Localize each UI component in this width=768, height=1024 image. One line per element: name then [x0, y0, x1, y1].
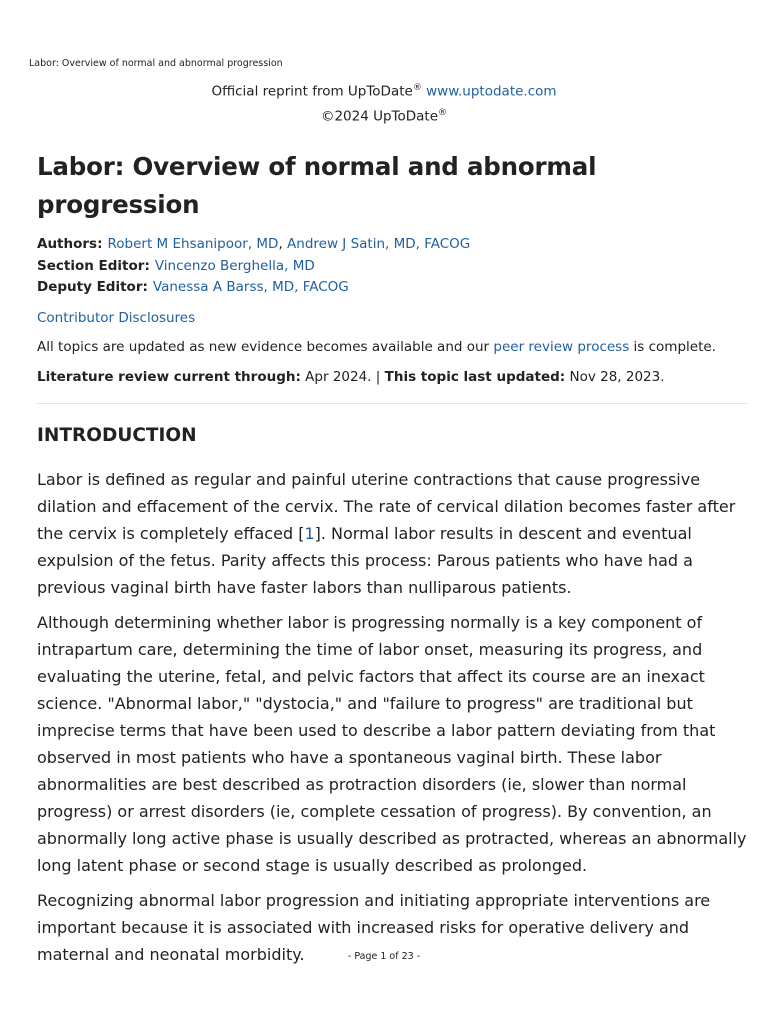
deputy-editor-row — [37, 277, 747, 299]
copyright-text: ©2024 UpToDate — [320, 108, 439, 124]
disclosures-row — [37, 308, 747, 329]
intro-p1-text: Labor is defined as regular and painful uterine contractions that cause progressive dilation and effacement of the cervix. The rate of cervical dilation becomes faster after the cervix is completely effaced [ — [37, 469, 736, 543]
author-separator: , — [278, 236, 288, 252]
topic-content — [37, 148, 747, 968]
section-editor-label: Section Editor: — [37, 257, 150, 274]
last-updated-value: Nov 28, 2023. — [565, 368, 665, 385]
uptodate-url-link[interactable]: www.uptodate.com — [426, 83, 557, 100]
section-editor-row — [37, 256, 747, 278]
author-link[interactable]: Andrew J Satin, MD, FACOG — [287, 236, 471, 252]
author-block — [37, 234, 747, 299]
update-note-suffix: is complete. — [629, 338, 716, 355]
page-footer: - Page 1 of 23 - — [347, 951, 421, 962]
introduction-heading: INTRODUCTION — [37, 424, 197, 446]
peer-review-link[interactable]: peer review process — [493, 338, 630, 355]
section-editor-link[interactable]: Vincenzo Berghella, MD — [154, 257, 315, 274]
intro-paragraph-2: Although determining whether labor is progressing normally is a key component of intrapartum care, determining the time of labor onset, measuring its progress, and evaluating the uterine, fetal, and pelvic factors that affect its course are an inexact science. "Abnormal labor," "dystocia," and "failure to progress" are traditional but imprecise terms that have been used to describe a labor pattern deviating from that observed in most patients who have a spontaneous vaginal birth. These labor abnormalities are best described as protraction disorders (ie, slower than normal progress) or arrest disorders (ie, complete cessation of progress). By convention, an abnormally long active phase is usually described as protracted, whereas an abnormally long latent phase or second stage is usually described as prolonged. — [37, 612, 747, 875]
deputy-editor-label: Deputy Editor: — [37, 279, 148, 295]
review-dates — [37, 367, 747, 388]
introduction-body — [37, 466, 747, 968]
last-updated-label: This topic last updated: — [384, 368, 566, 385]
intro-paragraph-1 — [37, 466, 747, 601]
lit-review-label: Literature review current through: — [37, 368, 301, 385]
intro-paragraph-3: Recognizing abnormal labor progression and initiating appropriate interventions are important because it is associated with increased risks for operative delivery and maternal and neonatal morbidity. — [37, 890, 711, 964]
reprint-line-1 — [0, 78, 768, 103]
intro-p1-text-cont: ]. Normal labor results in descent and eventual expulsion of the fetus. Parity affects this process: Parous patients who have had a previous vaginal birth have faster labors than nulliparous patients. — [37, 523, 693, 597]
authors-label: Authors: — [37, 236, 103, 252]
lit-review-value: Apr 2024. — [300, 368, 372, 385]
authors-row — [37, 234, 747, 256]
reprint-prefix: Official reprint from UpToDate — [211, 83, 413, 100]
registered-mark: ® — [412, 83, 422, 93]
topic-title: Labor: Overview of normal and abnormal progression — [37, 152, 597, 219]
update-note — [37, 337, 747, 358]
deputy-editor-link[interactable]: Vanessa A Barss, MD, FACOG — [152, 279, 349, 295]
reference-link[interactable]: 1 — [304, 523, 315, 543]
review-separator: | — [371, 368, 385, 385]
reprint-line-2 — [0, 103, 768, 128]
contributor-disclosures-link[interactable]: Contributor Disclosures — [37, 309, 196, 326]
section-divider — [37, 403, 747, 404]
registered-mark: ® — [438, 107, 448, 118]
author-link[interactable]: Robert M Ehsanipoor, MD — [107, 236, 279, 252]
reprint-notice — [0, 78, 768, 127]
print-header: Labor: Overview of normal and abnormal progression — [29, 58, 283, 69]
update-note-prefix: All topics are updated as new evidence becomes available and our — [37, 338, 494, 355]
